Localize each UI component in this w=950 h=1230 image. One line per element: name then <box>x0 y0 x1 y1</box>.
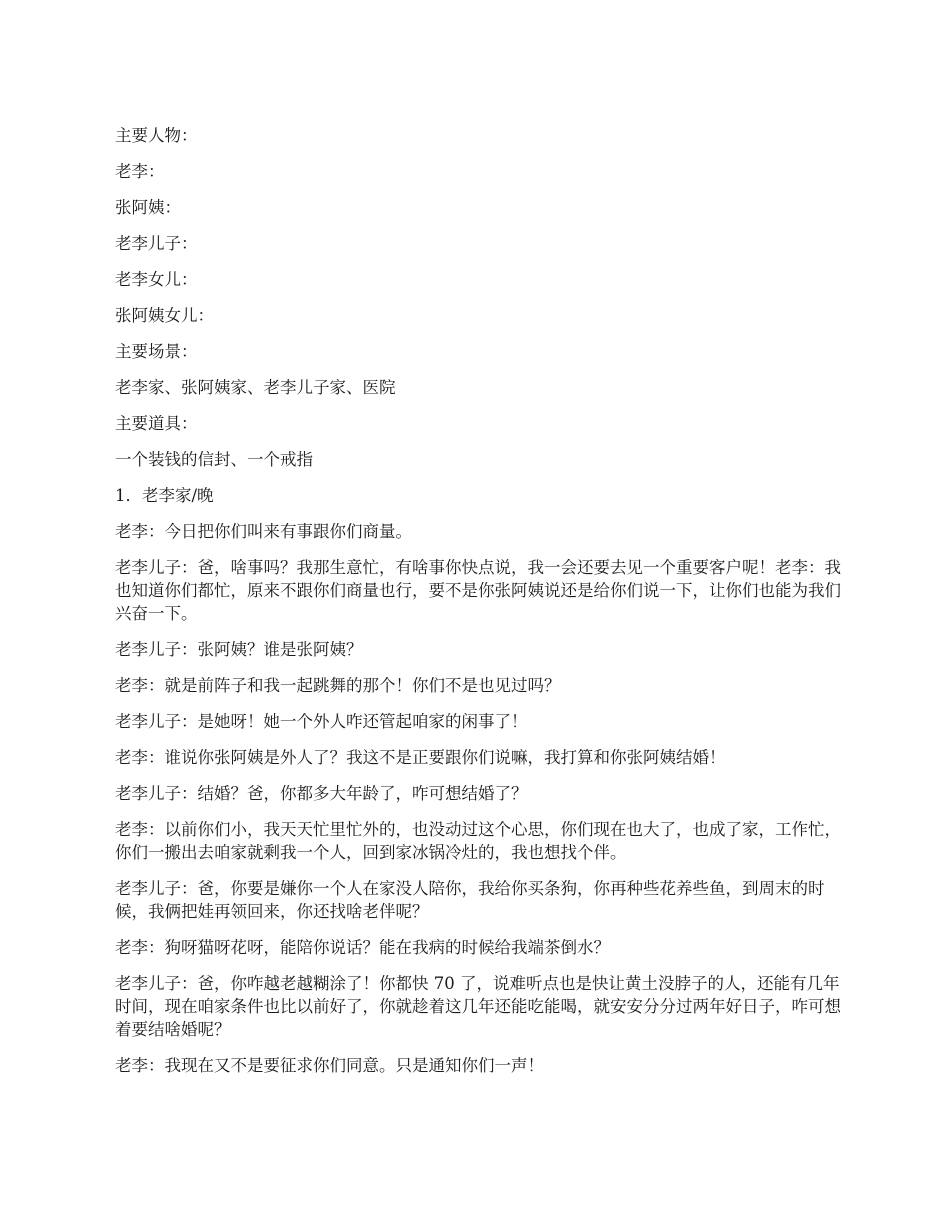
dialogue-line: 老李：以前你们小，我天天忙里忙外的，也没动过这个心思，你们现在也大了，也成了家，工作忙，你们一搬出去咱家就剩我一个人，回到家冰锅冷灶的，我也想找个伴。 <box>115 820 841 862</box>
dialogue-line: 老李：谁说你张阿姨是外人了？我这不是正要跟你们说嘛，我打算和你张阿姨结婚！ <box>115 748 726 767</box>
dialogue-line: 老李儿子：爸，啥事吗？我那生意忙，有啥事你快点说，我一会还要去见一个重要客户呢！老李：我也知道你们都忙，原来不跟你们商量也行，要不是你张阿姨说还是给你们说一下，让你们也能为我们兴奋一下。 <box>115 558 841 623</box>
dialogue-line: 老李儿子：结婚？爸，你都多大年龄了，咋可想结婚了？ <box>115 784 528 803</box>
dialogue-line: 老李：今日把你们叫来有事跟你们商量。 <box>115 522 412 541</box>
heading-main-characters: 主要人物： <box>115 126 198 145</box>
scene-heading: 1．老李家/晚 <box>115 486 214 505</box>
character-laoli: 老李： <box>115 162 165 181</box>
props-list: 一个装钱的信封、一个戒指 <box>115 450 313 469</box>
dialogue-line: 老李儿子：爸，你要是嫌你一个人在家没人陪你，我给你买条狗，你再种些花养些鱼，到周末的时候，我俩把娃再领回来，你还找啥老伴呢？ <box>115 879 825 921</box>
heading-main-scenes: 主要场景： <box>115 342 198 361</box>
scenes-list: 老李家、张阿姨家、老李儿子家、医院 <box>115 378 396 397</box>
dialogue-line: 老李儿子：是她呀！她一个外人咋还管起咱家的闲事了！ <box>115 712 528 731</box>
character-zhang-ayi: 张阿姨： <box>115 198 181 217</box>
dialogue-line: 老李：狗呀猫呀花呀，能陪你说话？能在我病的时候给我端茶倒水？ <box>115 938 610 957</box>
character-zhang-ayi-daughter: 张阿姨女儿： <box>115 306 214 325</box>
document-body <box>115 124 842 1077</box>
character-laoli-daughter: 老李女儿： <box>115 270 198 289</box>
dialogue-line: 老李：就是前阵子和我一起跳舞的那个！你们不是也见过吗？ <box>115 676 561 695</box>
dialogue-line: 老李儿子：爸，你咋越老越糊涂了！你都快 70 了，说难听点也是快让黄土没脖子的人，还能有几年时间，现在咱家条件也比以前好了，你就趁着这几年还能吃能喝，就安安分分过两年好日子，咋可想着要结啥婚呢？ <box>115 974 841 1039</box>
dialogue-line: 老李儿子：张阿姨？谁是张阿姨？ <box>115 640 363 659</box>
heading-main-props: 主要道具： <box>115 414 198 433</box>
character-laoli-son: 老李儿子： <box>115 234 198 253</box>
dialogue-line: 老李：我现在又不是要征求你们同意。只是通知你们一声！ <box>115 1056 544 1075</box>
